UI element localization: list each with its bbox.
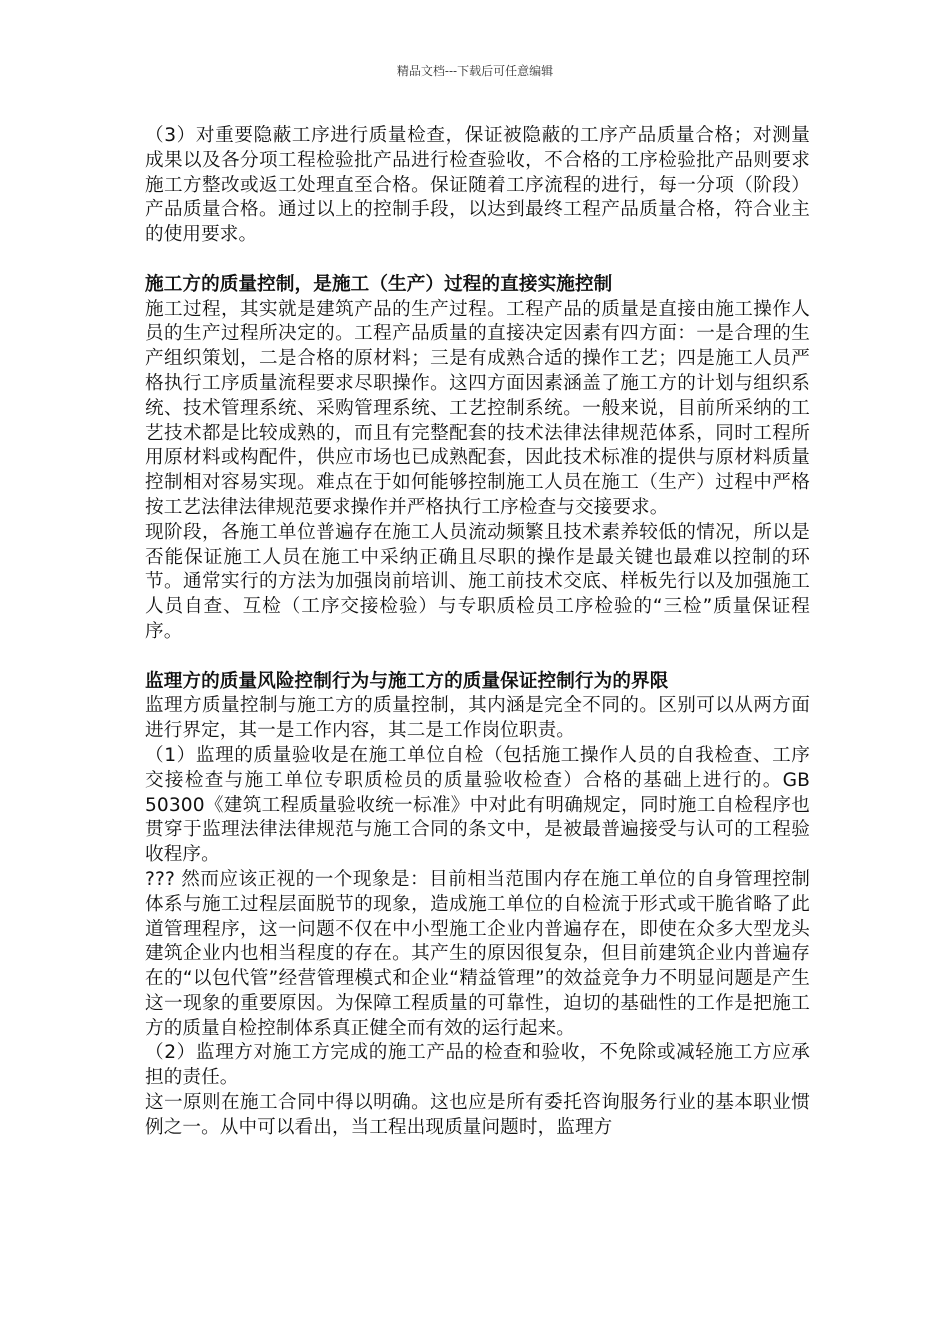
paragraph-gap <box>145 248 810 273</box>
paragraph-hidden-works-inspection: （3）对重要隐蔽工序进行质量检查，保证被隐蔽的工序产品质量合格；对测量成果以及各分项工程检验批产品进行检查验收，不合格的工序检验批产品则要求施工方整改或返工处理直至合格。保证随着工序流程的进行，每一分项（阶段）产品质量合格。通过以上的控制手段，以达到最终工程产品质量合格，符合业主的使用要求。 <box>145 125 810 246</box>
paragraph-point-1: （1）监理的质量验收是在施工单位自检（包括施工操作人员的自我检查、工序交接检查与施工单位专职质检员的质量验收检查）合格的基础上进行的。GB 50300《建筑工程质量验收统一标准》中对此有明确规定，同时施工自检程序也贯穿于监理法律法律规范与施工合同的条文中，是被最普遍接受与认可的工程验收程序。 <box>145 744 810 866</box>
paragraph-current-stage: 现阶段，各施工单位普遍存在施工人员流动频繁且技术素养较低的情况，所以是否能保证施工人员在施工中采纳正确且尽职的操作是最关键也最难以控制的环节。通常实行的方法为加强岗前培训、施工前技术交底、样板先行以及加强施工人员自查、互检（工序交接检验）与专职质检员工序检验的“三检”质量保证程序。 <box>145 521 810 642</box>
page-header: 精品文档---下载后可任意编辑 <box>396 64 554 78</box>
paragraph-supervision-vs-contractor: 监理方质量控制与施工方的质量控制，其内涵是完全不同的。区别可以从两方面进行界定，其一是工作内容，其二是工作岗位职责。 <box>145 695 810 742</box>
document-body <box>145 124 810 1141</box>
paragraph-gap <box>145 645 810 670</box>
section-heading-supervision-boundary: 监理方的质量风险控制行为与施工方的质量保证控制行为的界限 <box>145 670 669 692</box>
paragraph-contract-principle: 这一原则在施工合同中得以明确。这也应是所有委托咨询服务行业的基本职业惯例之一。从中可以看出，当工程出现质量问题时，监理方 <box>145 1092 810 1138</box>
section-heading-contractor-quality-control: 施工方的质量控制，是施工（生产）过程的直接实施控制 <box>145 273 613 295</box>
paragraph-construction-process: 施工过程，其实就是建筑产品的生产过程。工程产品的质量是直接由施工操作人员的生产过程所决定的。工程产品质量的直接决定因素有四方面：一是合理的生产组织策划，二是合格的原材料；三是有成熟合适的操作工艺；四是施工人员严格执行工序质量流程要求尽职操作。这四方面因素涵盖了施工方的计划与组织系统、技术管理系统、采购管理系统、工艺控制系统。一般来说，目前所采纳的工艺技术都是比较成熟的，而且有完整配套的技术法律法律规范体系，同时工程所用原材料或构配件，供应市场也已成熟配套，因此技术标准的提供与原材料质量控制相对容易实现。难点在于如何能够控制施工人员在施工（生产）过程中严格按工艺法律法律规范要求操作并严格执行工序检查与交接要求。 <box>145 298 810 518</box>
paragraph-point-2: （2）监理方对施工方完成的施工产品的检查和验收，不免除或减轻施工方应承担的责任。 <box>145 1042 810 1089</box>
paragraph-phenomenon: ??? 然而应该正视的一个现象是：目前相当范围内存在施工单位的自身管理控制体系与施工过程层面脱节的现象，造成施工单位的自检流于形式或干脆省略了此道管理程序，这一问题不仅在中小型施工企业内普遍存在，即使在众多大型龙头建筑企业内也相当程度的存在。其产生的原因很复杂，但目前建筑企业内普遍存在的“以包代管”经营管理模式和企业“精益管理”的效益竞争力不明显问题是产生这一现象的重要原因。为保障工程质量的可靠性，迫切的基础性的工作是把施工方的质量自检控制体系真正健全而有效的运行起来。 <box>145 868 810 1039</box>
